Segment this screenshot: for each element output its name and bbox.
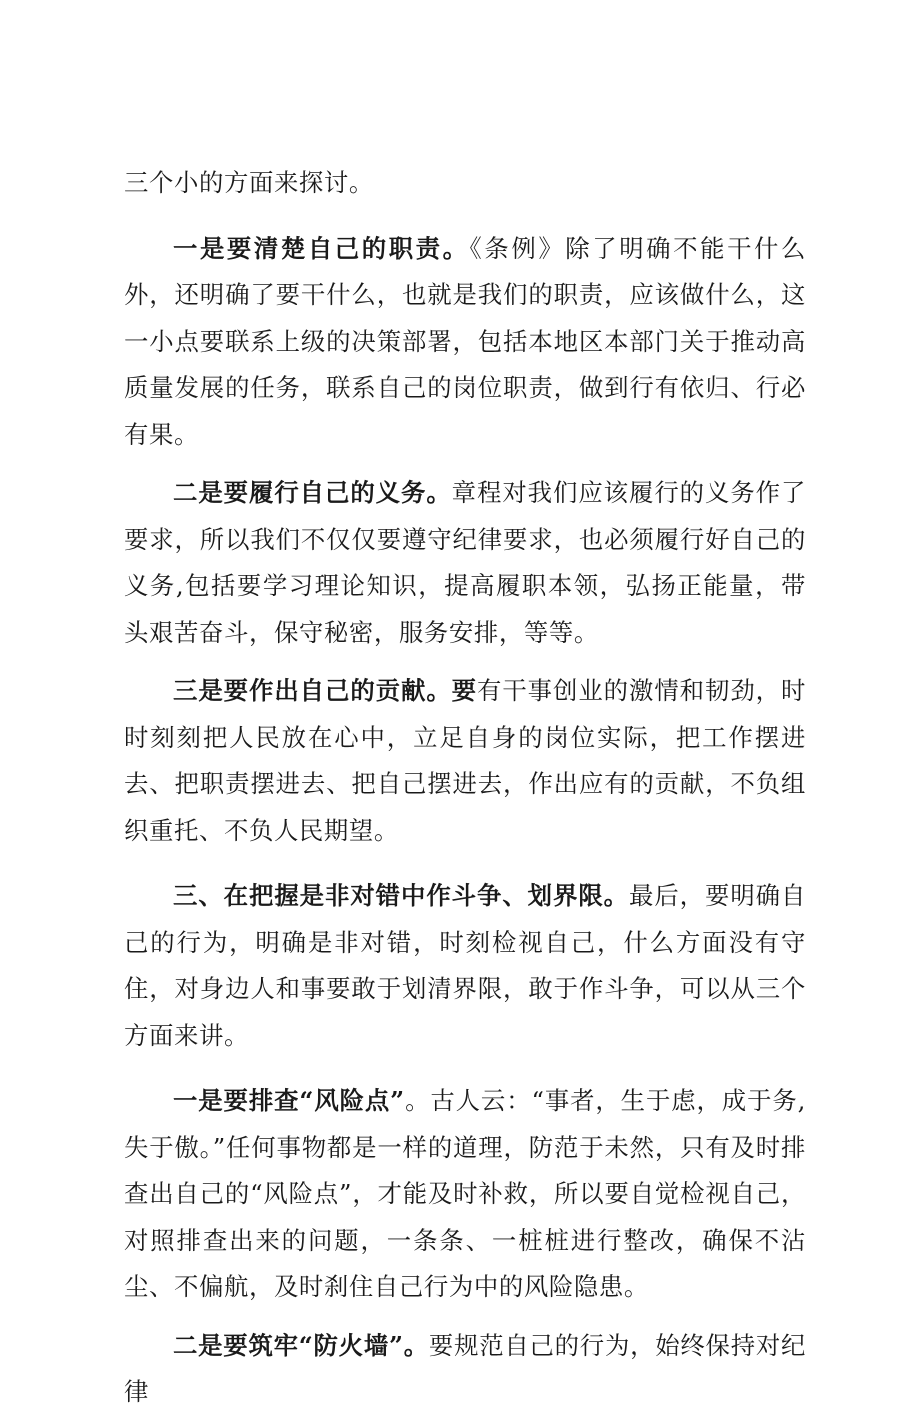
paragraph-body: 。古人云：“事者，生于虑，成于务,失于傲。”任何事物都是一样的道理，防范于未然，只有及时排查出自己的“风险点”，才能及时补救，所以要自觉检视自己，对照排查出来的问题，一条条、一桩桩进行整改，确保不沾尘、不偏航，及时刹住自己行为中的风险隐患。 [124, 1086, 806, 1301]
paragraph-body: 章程对我们应该履行的义务作了要求，所以我们不仅仅要遵守纪律要求，也必须履行好自己的义务,包括要学习理论知识，提高履职本领，弘扬正能量，带头艰苦奋斗，保守秘密，服务安排，等等。 [124, 478, 806, 647]
paragraph-continuation [124, 160, 806, 207]
paragraph-firewall [124, 1323, 806, 1416]
paragraph-body: 最后，要明确自己的行为，明确是非对错，时刻检视自己，什么方面没有守住，对身边人和事要敢于划清界限，敢于作斗争，可以从三个方面来讲。 [124, 881, 806, 1050]
paragraph-lead: 一是要排查“风险点” [173, 1086, 405, 1115]
paragraph-body: 有干事创业的激情和韧劲，时时刻刻把人民放在心中，立足自身的岗位实际，把工作摆进去、把职责摆进去、把自己摆进去，作出应有的贡献，不负组织重托、不负人民期望。 [124, 676, 806, 845]
paragraph-lead: 一是要清楚自己的职责。 [173, 233, 470, 263]
paragraph-body: 《条例》除了明确不能干什么外，还明确了要干什么，也就是我们的职责，应该做什么，这一小点要联系上级的决策部署，包括本地区本部门关于推动高质量发展的任务，联系自己的岗位职责，做到行有依归、行必有果。 [124, 233, 806, 449]
document-page [124, 160, 806, 1416]
paragraph-risk-points [124, 1078, 806, 1311]
paragraph-body: 要规范自己的行为，始终保持对纪律 [124, 1330, 806, 1406]
paragraph-contribution [124, 668, 806, 854]
paragraph-responsibility [124, 226, 806, 459]
paragraph-obligation [124, 470, 806, 656]
paragraph-section-three [124, 873, 806, 1059]
paragraph-lead: 三是要作出自己的贡献。要 [173, 676, 477, 705]
paragraph-body: 三个小的方面来探讨。 [124, 168, 374, 197]
paragraph-lead: 二是要履行自己的义务。 [173, 478, 452, 507]
section-heading: 三、在把握是非对错中作斗争、划界限。 [173, 881, 629, 910]
paragraph-lead: 二是要筑牢“防火墙”。 [173, 1330, 429, 1360]
